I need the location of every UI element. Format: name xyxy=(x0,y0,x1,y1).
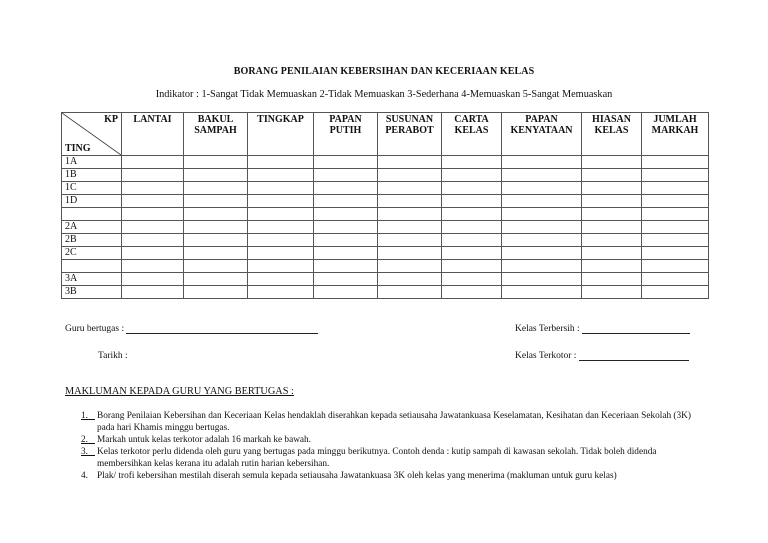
score-cell[interactable] xyxy=(248,273,314,286)
score-cell[interactable] xyxy=(582,286,642,299)
score-cell[interactable] xyxy=(248,234,314,247)
class-label-cell xyxy=(62,260,122,273)
score-cell[interactable] xyxy=(582,182,642,195)
score-cell[interactable] xyxy=(582,169,642,182)
score-cell[interactable] xyxy=(642,247,709,260)
note-text: Plak/ trofi kebersihan mestilah diserah semula kepada setiausaha Jawatankuasa 3K oleh kelas yang menerima (makluman untuk guru kelas) xyxy=(97,471,617,481)
score-cell[interactable] xyxy=(378,156,442,169)
score-cell[interactable] xyxy=(442,182,502,195)
note-item xyxy=(65,446,705,470)
class-label-cell: 1C xyxy=(62,182,122,195)
score-cell[interactable] xyxy=(442,247,502,260)
column-header-line2: PUTIH xyxy=(329,125,362,136)
table-row xyxy=(62,273,709,286)
score-cell[interactable] xyxy=(314,195,378,208)
score-cell[interactable] xyxy=(378,221,442,234)
score-cell[interactable] xyxy=(314,273,378,286)
kelas-terkotor-field xyxy=(515,351,689,361)
column-header xyxy=(582,113,642,156)
table-row xyxy=(62,221,709,234)
score-cell[interactable] xyxy=(314,156,378,169)
score-cell[interactable] xyxy=(378,247,442,260)
score-cell[interactable] xyxy=(184,260,248,273)
table-row xyxy=(62,234,709,247)
score-cell[interactable] xyxy=(582,156,642,169)
notes-list xyxy=(65,410,705,482)
column-header-line1: JUMLAH xyxy=(653,114,697,125)
note-text: Kelas terkotor perlu didenda oleh guru yang bertugas pada minggu berikutnya. Contoh denda : kutip sampah di kawasan sekolah. Tidak boleh didenda membersihkan kelas kerana itu adalah rutin harian kebersihan. xyxy=(97,447,657,469)
score-cell[interactable] xyxy=(184,208,248,221)
note-number: 1. xyxy=(81,411,88,421)
score-cell[interactable] xyxy=(248,221,314,234)
score-cell[interactable] xyxy=(184,169,248,182)
score-cell[interactable] xyxy=(378,234,442,247)
note-number: 4. xyxy=(81,471,88,481)
score-cell[interactable] xyxy=(248,208,314,221)
score-cell[interactable] xyxy=(184,195,248,208)
score-cell[interactable] xyxy=(248,182,314,195)
score-cell[interactable] xyxy=(122,156,184,169)
class-label-cell: 3A xyxy=(62,273,122,286)
score-cell[interactable] xyxy=(248,286,314,299)
score-cell[interactable] xyxy=(122,234,184,247)
score-cell[interactable] xyxy=(122,208,184,221)
column-header-line2: KELAS xyxy=(454,125,489,136)
score-cell[interactable] xyxy=(442,208,502,221)
class-label-cell: 2B xyxy=(62,234,122,247)
column-header xyxy=(184,113,248,156)
corner-kp-label: KP xyxy=(104,114,118,125)
column-header-line1: HIASAN xyxy=(592,114,631,125)
class-label-cell xyxy=(62,208,122,221)
column-header xyxy=(248,113,314,156)
score-cell[interactable] xyxy=(314,169,378,182)
score-cell[interactable] xyxy=(642,182,709,195)
score-cell[interactable] xyxy=(378,286,442,299)
note-item xyxy=(65,434,705,446)
score-cell[interactable] xyxy=(582,260,642,273)
score-cell[interactable] xyxy=(378,208,442,221)
column-header xyxy=(442,113,502,156)
score-cell[interactable] xyxy=(442,286,502,299)
kelas-terkotor-line[interactable] xyxy=(579,360,689,361)
score-cell[interactable] xyxy=(314,208,378,221)
note-number: 2. xyxy=(81,435,88,445)
kelas-terkotor-label: Kelas Terkotor : xyxy=(515,351,577,361)
score-cell[interactable] xyxy=(184,273,248,286)
form-title: BORANG PENILAIAN KEBERSIHAN DAN KECERIAAN KELAS xyxy=(233,66,535,77)
score-cell[interactable] xyxy=(122,221,184,234)
score-cell[interactable] xyxy=(122,260,184,273)
score-cell[interactable] xyxy=(314,260,378,273)
guru-bertugas-label: Guru bertugas : xyxy=(65,324,125,334)
score-cell[interactable] xyxy=(442,273,502,286)
column-header-line2: KENYATAAN xyxy=(510,125,573,136)
column-header-line2: KELAS xyxy=(594,125,629,136)
score-cell[interactable] xyxy=(314,221,378,234)
score-cell[interactable] xyxy=(502,208,582,221)
table-header-row xyxy=(62,113,709,156)
score-cell[interactable] xyxy=(122,273,184,286)
kelas-terbersih-label: Kelas Terbersih : xyxy=(515,324,580,334)
note-text: Markah untuk kelas terkotor adalah 16 markah ke bawah. xyxy=(97,435,312,445)
score-cell[interactable] xyxy=(642,273,709,286)
score-cell[interactable] xyxy=(184,234,248,247)
class-label-cell: 1B xyxy=(62,169,122,182)
score-cell[interactable] xyxy=(582,195,642,208)
note-text: Borang Penilaian Kebersihan dan Keceriaan Kelas hendaklah diserahkan kepada setiausaha Jawatankuasa Keselamatan, Kesihatan dan Keceriaan Sekolah (3K) pada hari Khamis minggu bertugas. xyxy=(97,411,691,433)
score-cell[interactable] xyxy=(582,221,642,234)
score-cell[interactable] xyxy=(502,273,582,286)
column-header-line1: LANTAI xyxy=(133,114,172,125)
column-header xyxy=(378,113,442,156)
score-cell[interactable] xyxy=(378,195,442,208)
score-cell[interactable] xyxy=(248,156,314,169)
score-cell[interactable] xyxy=(122,195,184,208)
score-cell[interactable] xyxy=(248,260,314,273)
note-number: 3. xyxy=(81,447,88,457)
guru-bertugas-field xyxy=(65,324,318,334)
score-cell[interactable] xyxy=(314,286,378,299)
score-cell[interactable] xyxy=(642,221,709,234)
score-cell[interactable] xyxy=(502,221,582,234)
class-label-cell: 2C xyxy=(62,247,122,260)
table-row xyxy=(62,182,709,195)
table-row xyxy=(62,260,709,273)
score-cell[interactable] xyxy=(502,247,582,260)
score-cell[interactable] xyxy=(184,182,248,195)
score-cell[interactable] xyxy=(442,195,502,208)
table-row xyxy=(62,208,709,221)
notes-heading: MAKLUMAN KEPADA GURU YANG BERTUGAS : xyxy=(65,386,294,397)
score-cell[interactable] xyxy=(642,156,709,169)
score-cell[interactable] xyxy=(184,247,248,260)
column-header xyxy=(314,113,378,156)
column-header-line2: SAMPAH xyxy=(194,125,237,136)
score-cell[interactable] xyxy=(582,208,642,221)
table-row xyxy=(62,156,709,169)
score-cell[interactable] xyxy=(184,221,248,234)
score-cell[interactable] xyxy=(582,273,642,286)
score-cell[interactable] xyxy=(248,169,314,182)
score-cell[interactable] xyxy=(122,286,184,299)
score-cell[interactable] xyxy=(184,286,248,299)
corner-cell xyxy=(62,113,122,156)
score-cell[interactable] xyxy=(314,234,378,247)
column-header-line1: PAPAN xyxy=(329,114,362,125)
column-header-line1: SUSUNAN xyxy=(385,114,434,125)
column-header xyxy=(642,113,709,156)
column-header xyxy=(502,113,582,156)
score-cell[interactable] xyxy=(442,221,502,234)
class-label-cell: 1A xyxy=(62,156,122,169)
table-row xyxy=(62,286,709,299)
column-header-line1: TINGKAP xyxy=(257,114,304,125)
kelas-terbersih-field xyxy=(515,324,690,334)
tarikh-label: Tarikh : xyxy=(98,351,128,361)
score-cell[interactable] xyxy=(442,169,502,182)
column-header-line2: MARKAH xyxy=(651,125,699,136)
score-cell[interactable] xyxy=(378,169,442,182)
score-cell[interactable] xyxy=(314,182,378,195)
column-header xyxy=(122,113,184,156)
score-cell[interactable] xyxy=(378,273,442,286)
score-cell[interactable] xyxy=(378,182,442,195)
column-header-line1: BAKUL xyxy=(197,114,234,125)
class-label-cell: 2A xyxy=(62,221,122,234)
score-cell[interactable] xyxy=(582,234,642,247)
column-header-line1: CARTA xyxy=(454,114,489,125)
table-row xyxy=(62,195,709,208)
score-cell[interactable] xyxy=(642,208,709,221)
score-cell[interactable] xyxy=(502,260,582,273)
table-row xyxy=(62,247,709,260)
score-cell[interactable] xyxy=(582,247,642,260)
score-cell[interactable] xyxy=(502,234,582,247)
kelas-terbersih-line[interactable] xyxy=(582,333,690,334)
note-item xyxy=(65,470,705,482)
indicator-legend: Indikator : 1-Sangat Tidak Memuaskan 2-Tidak Memuaskan 3-Sederhana 4-Memuaskan 5-Sangat Memuaskan xyxy=(155,89,613,100)
tarikh-field xyxy=(98,351,128,361)
class-label-cell: 3B xyxy=(62,286,122,299)
table-row xyxy=(62,169,709,182)
score-cell[interactable] xyxy=(248,195,314,208)
class-label-cell: 1D xyxy=(62,195,122,208)
corner-ting-label: TING xyxy=(65,143,91,154)
score-cell[interactable] xyxy=(502,195,582,208)
score-cell[interactable] xyxy=(442,156,502,169)
score-cell[interactable] xyxy=(502,169,582,182)
score-cell[interactable] xyxy=(184,156,248,169)
score-cell[interactable] xyxy=(642,260,709,273)
score-cell[interactable] xyxy=(502,286,582,299)
score-cell[interactable] xyxy=(642,234,709,247)
score-cell[interactable] xyxy=(378,260,442,273)
score-cell[interactable] xyxy=(442,260,502,273)
score-cell[interactable] xyxy=(314,247,378,260)
score-cell[interactable] xyxy=(442,234,502,247)
score-cell[interactable] xyxy=(122,182,184,195)
column-header-line2: PERABOT xyxy=(385,125,434,136)
score-cell[interactable] xyxy=(122,169,184,182)
score-cell[interactable] xyxy=(122,247,184,260)
note-item xyxy=(65,410,705,434)
guru-bertugas-line[interactable] xyxy=(126,333,318,334)
score-cell[interactable] xyxy=(248,247,314,260)
column-header-line1: PAPAN xyxy=(525,114,558,125)
assessment-table xyxy=(61,112,709,299)
score-cell[interactable] xyxy=(642,286,709,299)
score-cell[interactable] xyxy=(502,156,582,169)
score-cell[interactable] xyxy=(502,182,582,195)
score-cell[interactable] xyxy=(642,169,709,182)
score-cell[interactable] xyxy=(642,195,709,208)
